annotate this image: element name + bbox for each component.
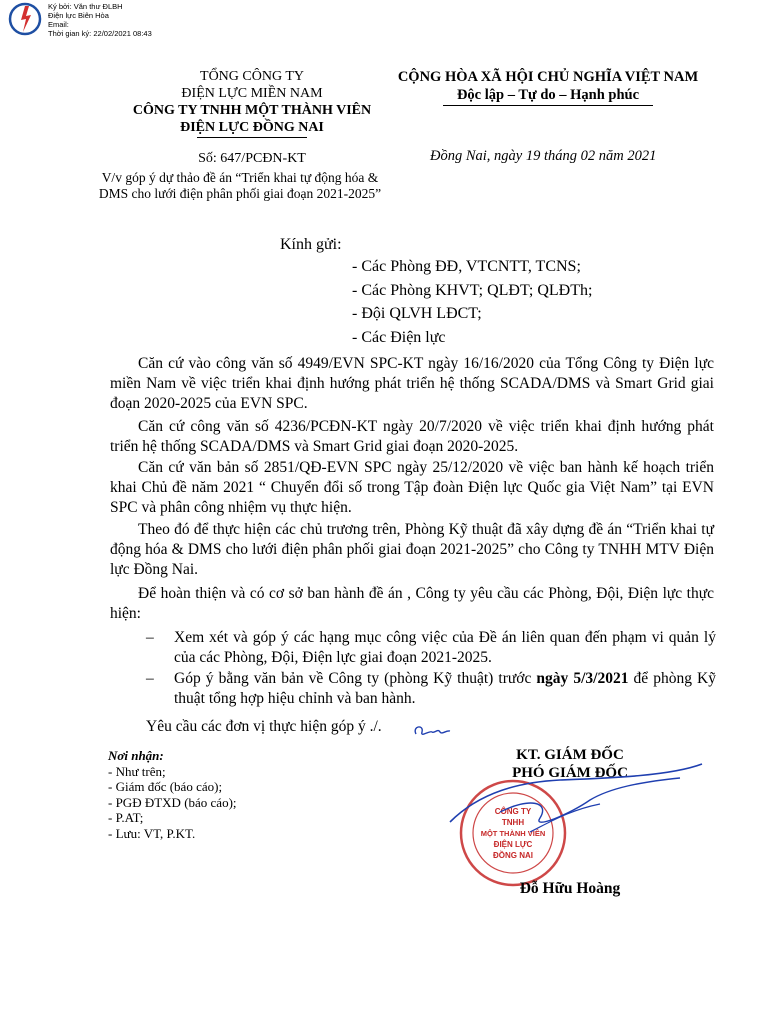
header-left	[96, 68, 408, 138]
bullet-text-pre: Góp ý bằng văn bản về Công ty (phòng Kỹ thuật) trước	[174, 670, 537, 687]
closing-line: Yêu cầu các đơn vị thực hiện góp ý ./.	[146, 718, 382, 735]
bullet-item	[146, 669, 716, 709]
stamp-line: ĐIỆN LỰC	[493, 840, 533, 849]
company-name: CÔNG TY TNHH MỘT THÀNH VIÊN	[132, 103, 372, 118]
digital-signature-block	[8, 0, 248, 44]
stamp-line: ĐỒNG NAI	[493, 851, 533, 860]
greeting: Kính gửi:	[280, 236, 342, 253]
signer-org: Điện lực Biên Hòa	[48, 11, 109, 20]
noi-nhan-title: Nơi nhận:	[108, 748, 164, 763]
national-title: CỘNG HÒA XÃ HỘI CHỦ NGHĨA VIỆT NAM	[397, 69, 699, 85]
signer-title-2: PHÓ GIÁM ĐỐC	[512, 765, 628, 781]
recipient-item: - Các Phòng KHVT; QLĐT; QLĐTh;	[352, 282, 593, 299]
body-paragraph: Căn cứ vào công văn số 4949/EVN SPC-KT ngày 16/16/2020 của Tổng Công ty Điện lực miền Nam về việc triển khai định hướng phát triển hệ thống SCADA/DMS và Smart Grid giai đoạn 2020-2025 của EVN SPC.	[110, 355, 714, 412]
header-left-underline	[197, 137, 307, 138]
header-right	[380, 68, 716, 106]
noi-nhan-item: - P.AT;	[108, 810, 144, 825]
bullet-text	[174, 669, 716, 709]
sign-time: Thời gian ký: 22/02/2021 08:43	[48, 29, 152, 38]
document-date: Đồng Nai, ngày 19 tháng 02 năm 2021	[430, 148, 657, 164]
stamp-line: TNHH	[501, 818, 525, 827]
noi-nhan-block	[108, 748, 237, 841]
handwritten-signature-icon	[440, 752, 710, 862]
body-paragraph: Căn cứ công văn số 4236/PCĐN-KT ngày 20/7/2020 về việc triển khai định hướng phát triển hệ thống SCADA/DMS và Smart Grid giai đoạn 2020-2025.	[110, 418, 714, 455]
stamp-line: CÔNG TY	[494, 807, 532, 816]
national-motto: Độc lập – Tự do – Hạnh phúc	[456, 87, 640, 103]
parent-company: TỔNG CÔNG TY	[200, 69, 304, 84]
bullet-text-post: để phòng Kỹ thuật tổng hợp hiệu chỉnh và ban hành.	[174, 670, 717, 707]
noi-nhan-item: - Lưu: VT, P.KT.	[108, 825, 196, 841]
recipient-item: - Đội QLVH LĐCT;	[352, 305, 482, 322]
document-number: Số: 647/PCĐN-KT	[198, 151, 306, 166]
header-right-underline	[443, 105, 653, 106]
document-subject: V/v góp ý dự thảo đề án “Triển khai tự động hóa & DMS cho lưới điện phân phối giai đoạn 2021-2025”	[98, 170, 382, 201]
noi-nhan-item: - Như trên;	[108, 763, 166, 779]
noi-nhan-item: - Giám đốc (báo cáo);	[108, 779, 223, 794]
company-name-2: ĐIỆN LỰC ĐỒNG NAI	[180, 120, 324, 135]
stamp-line: MỘT THÀNH VIÊN	[480, 829, 546, 838]
signer-name: Đỗ Hữu Hoàng	[519, 880, 621, 897]
bullet-item	[146, 628, 716, 668]
signer-title-1: KT. GIÁM ĐỐC	[516, 747, 624, 763]
recipient-item: - Các Điện lực	[352, 329, 446, 346]
noi-nhan-item: - PGĐ ĐTXD (báo cáo);	[108, 794, 237, 810]
bullet-dash: –	[146, 670, 154, 687]
body-paragraph: Theo đó để thực hiện các chủ trương trên, Phòng Kỹ thuật đã xây dựng đề án “Triển khai tự động hóa & DMS cho lưới điện phân phối giai đoạn 2021-2025” cho Công ty TNHH MTV Điện lực Đồng Nai.	[110, 521, 714, 578]
signer-email: Email:	[48, 20, 69, 29]
evn-logo-icon	[8, 2, 42, 36]
recipient-item: - Các Phòng ĐĐ, VTCNTT, TCNS;	[352, 258, 581, 275]
bullet-dash: –	[146, 629, 154, 646]
body-paragraph: Để hoàn thiện và có cơ sở ban hành đề án , Công ty yêu cầu các Phòng, Đội, Điện lực thực hiện:	[110, 585, 714, 622]
body-paragraph: Căn cứ văn bản số 2851/QĐ-EVN SPC ngày 25/12/2020 về việc ban hành kế hoạch triển khai Chủ đề năm 2021 “ Chuyển đổi số trong Tập đoàn Điện lực Quốc gia Việt Nam” tại EVN SPC và phân công nhiệm vụ thực hiện.	[110, 459, 714, 516]
initial-signature-icon	[410, 720, 454, 742]
deadline-date: ngày 5/3/2021	[536, 670, 629, 687]
bullet-text: Xem xét và góp ý các hạng mục công việc của Đề án liên quan đến phạm vi quản lý của các Phòng, Đội, Điện lực giai đoạn 2021-2025.	[174, 629, 716, 666]
parent-company-2: ĐIỆN LỰC MIỀN NAM	[181, 86, 323, 101]
signed-by: Ký bởi: Văn thư ĐLBH	[48, 2, 123, 11]
